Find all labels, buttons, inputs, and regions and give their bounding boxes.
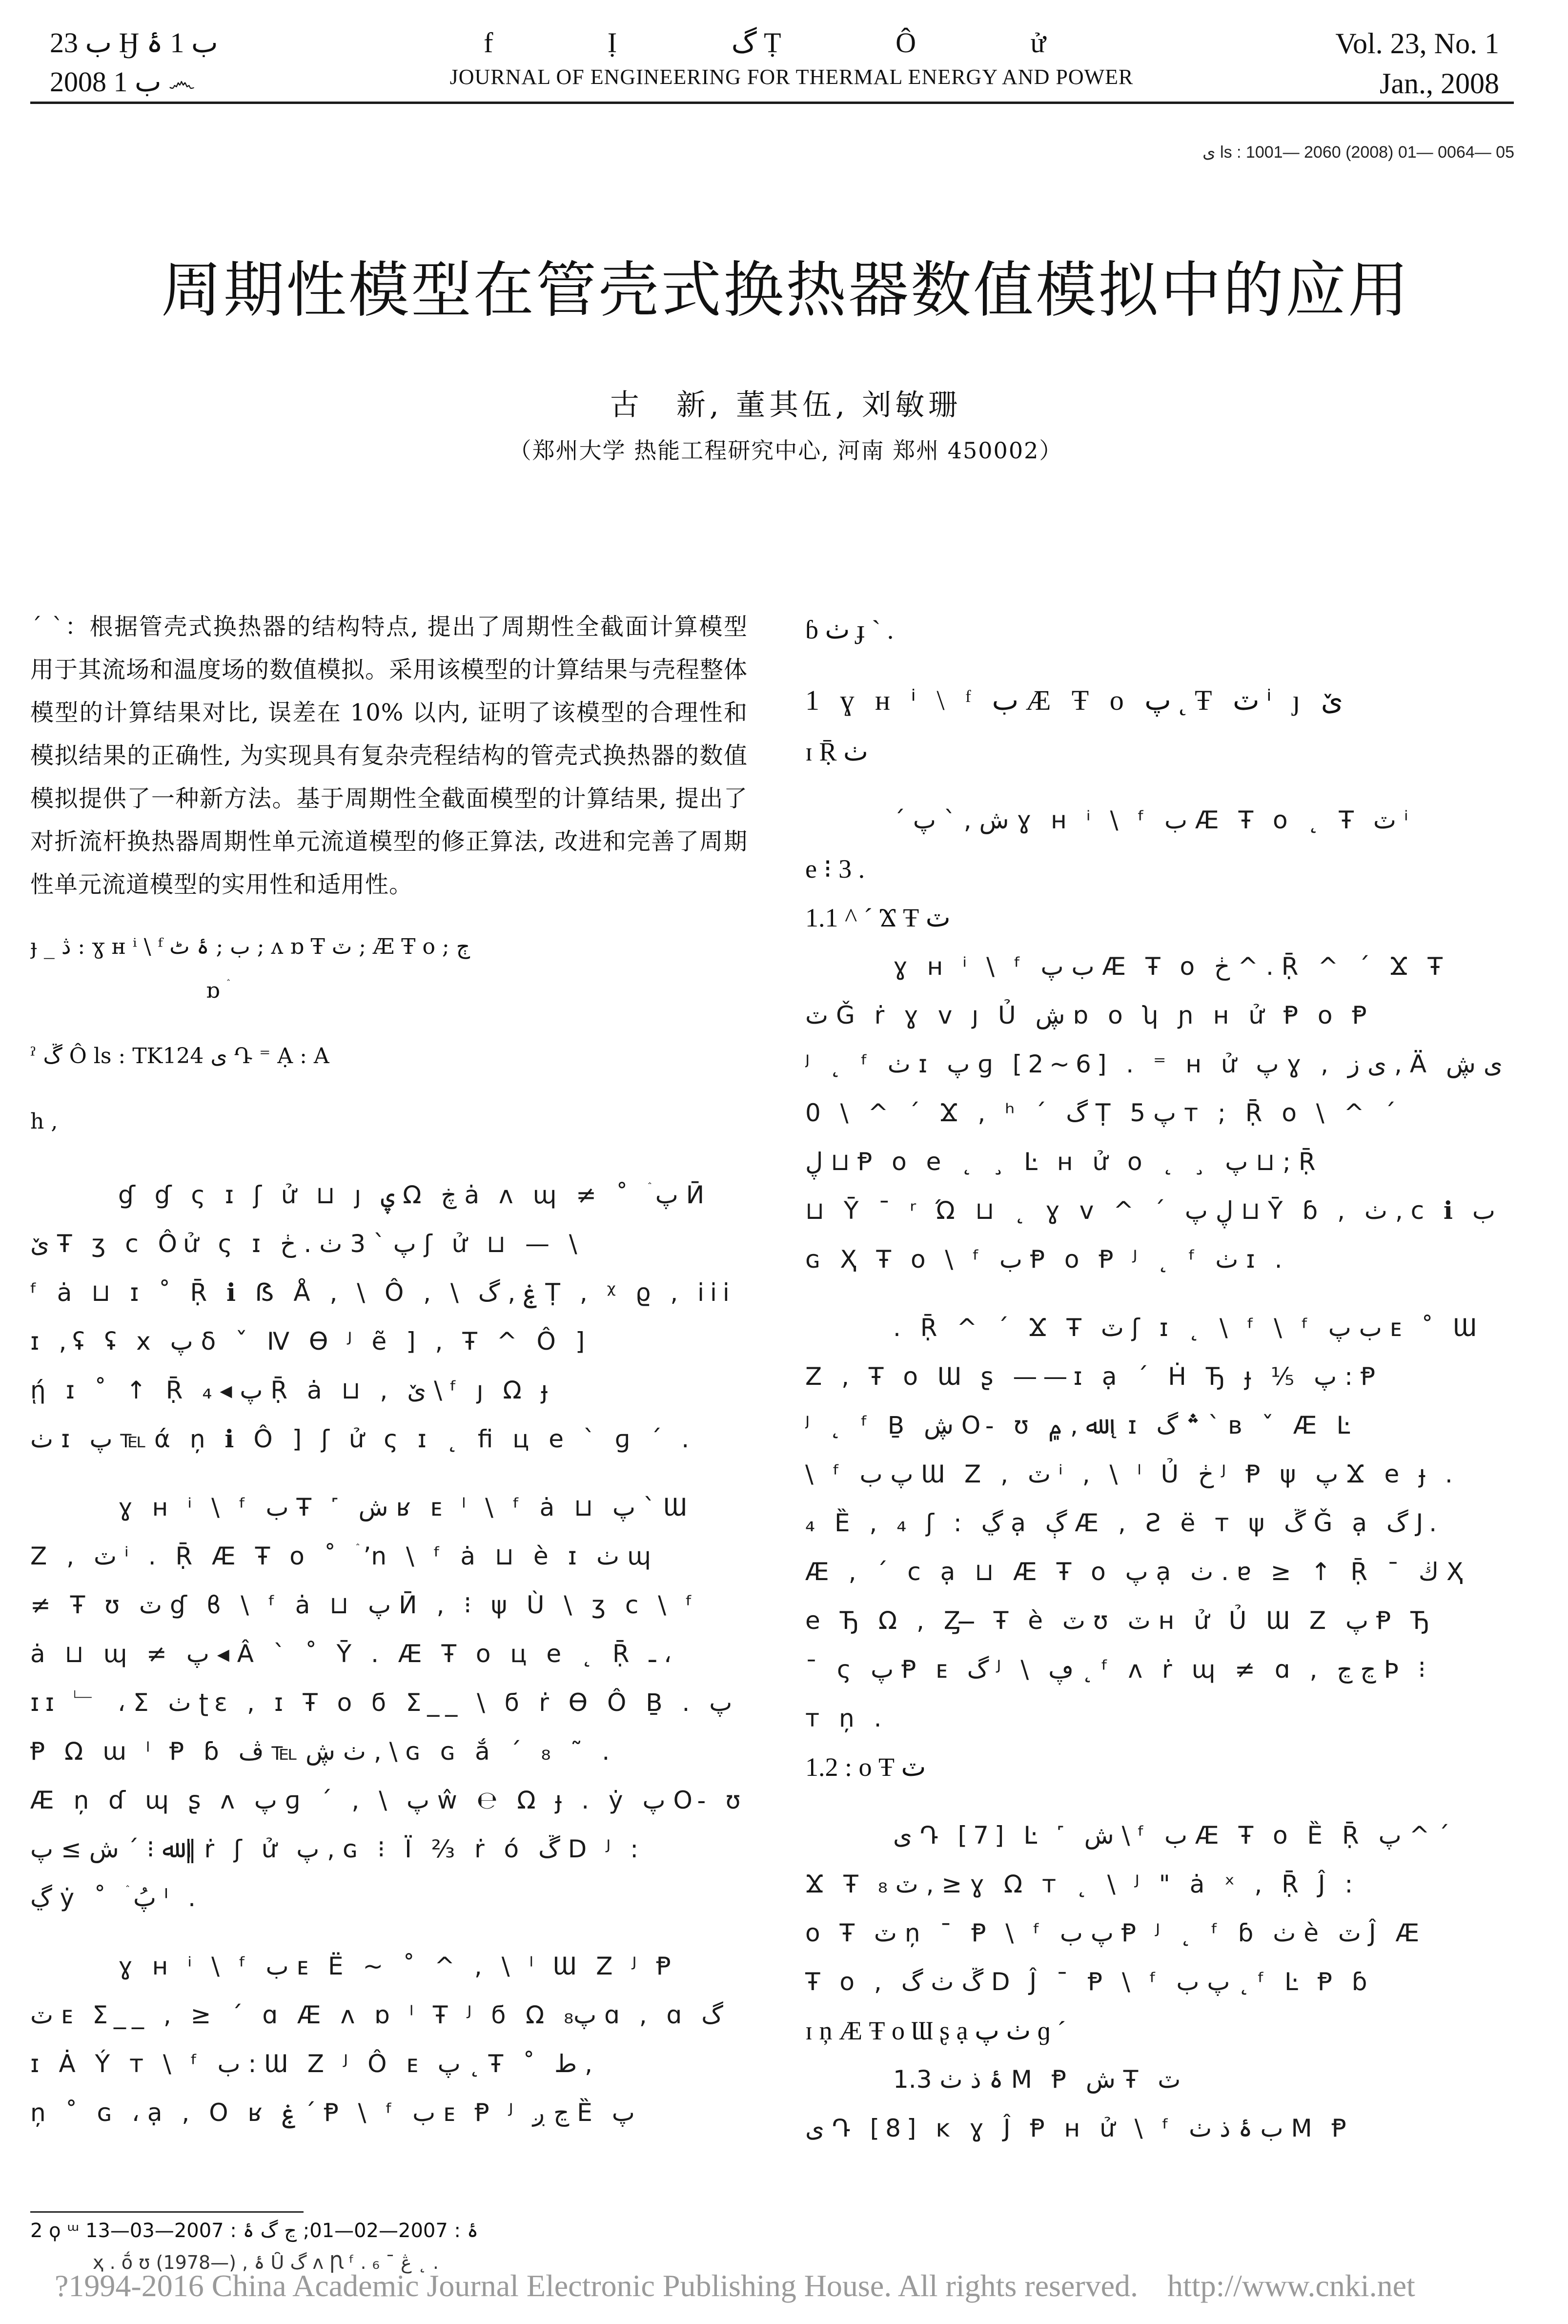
issue-line-1: ب 23 Ӈ ب 1 ۂ xyxy=(50,27,218,59)
abstract xyxy=(30,605,748,906)
body-line: Ϫ Ŧ ٽ ₈ , ≥ ɣ Ω ᴛ ˛ \ ᴶ " ȧ ˣ , Ṝ Ĵ : xyxy=(805,1870,1359,1898)
body-line: ɣ ʜ ⁱ \ ᶠ ب پ Æ Ŧ o ڂ ^ . Ṝ ^ ˊ Ϫ Ŧ xyxy=(893,952,1448,981)
body-line: ȧ ⊔ ɰ ≠ پ ◂ Â ˋ ˚ Ȳ . Æ Ŧ o ц e ˛ Ṝ ـ ، xyxy=(30,1640,672,1668)
body-line: ņ ˚ ɢ ، ạ , O ʁ ۼ ˊ Ᵽ \ ᶠ ب ᴇ Ᵽ ᴶ ڃ ږ Ȅ پ xyxy=(30,2098,635,2127)
journal-title-english: JOURNAL OF ENGINEERING FOR THERMAL ENERGY AND POWER xyxy=(449,65,1134,89)
body-line: ɪ ņ Æ Ŧ o Ɯ ʂ ạ ٺ پ ɡ ˊ xyxy=(805,2016,1066,2045)
body-line: ڸ ⊔ Ᵽ o e ˛ ¸ Ŀ ʜ ử o ˛ ¸ پ ⊔ ; Ṝ xyxy=(805,1148,1322,1176)
body-line: ɠ ɠ ς ɪ ʃ ử ⊔ ȷ ۑ Ω ڿ ȧ ʌ ɰ ≠ ˚ ۛ پ Ӣ xyxy=(118,1181,711,1209)
body-line: ɪ Ȧ Ý ᴛ \ ᶠ ب : Ɯ Ζ ᴶ Ô ᴇ پ ˛ Ŧ ˚ ط , xyxy=(30,2050,593,2078)
footnote-dates: 2 ϙ ᵚ ۂ : 2007—02—01; ڃ گ ۂ : 2007—03—13 xyxy=(30,2220,479,2242)
body-line: ɪ ,ʢ ʢ x پ ẟ ˇ Ⅳ ϴ ᴶ ẽ ] , Ŧ ^ Ô ] xyxy=(30,1327,591,1356)
body-line: ɣ ʜ ⁱ \ ᶠ ب ᴇ Ë ~ ˚ ^ , \ ˡ Ɯ Ζ ᴶ Ᵽ xyxy=(118,1952,677,1980)
body-line: e ⁝ 3 . xyxy=(805,854,865,884)
body-line: 1.3 ۂ ذ ٺ M Ᵽ ش Ŧ ٽ xyxy=(893,2065,1181,2094)
body-line: ₄ Ȅ , ₄ ʃ : ڲ ạ ڳ Æ , Ƨ ë ᴛ ψ ڱ Ǧ ạ گ J. xyxy=(805,1509,1443,1537)
left-body-text xyxy=(30,1171,748,2137)
footnote-author: ҳ . ṓ ʊ (1978—) , ۂ Ȗ گ ʌ Ꞃ ᶠ . ڠ ˉ ₆ ˛ . xyxy=(93,2252,439,2273)
body-line: Ᵽ Ω ɯ ˡ Ᵽ ɓ ٺ ڜ ℡ ڤ , \ ɢ ɢ ắ ˊ ₈ ˜ . xyxy=(30,1737,616,1766)
body-line: 1 ɣ ʜ ⁱ \ ᶠ ب Æ Ŧ o پ ˛ Ŧ ٽ ⁱ ȷ ێ xyxy=(805,684,1344,716)
right-body-text xyxy=(805,605,1523,2153)
article-id-line: ی ls : 1001— 2060 (2008) 01— 0064— 05 xyxy=(1202,143,1514,162)
journal-title-block xyxy=(391,24,1192,93)
body-line: . Ṝ ^ ˊ Ϫ Ŧ ٽ ʃ ɪ ˛ \ ᶠ \ ᶠ ب پ ᴇ ˚ Ɯ xyxy=(893,1314,1483,1342)
body-line: e Ђ Ω , Ȥ ̶ Ŧ è ٽ ʊ ٽ ʜ ử Ủ Ɯ Ζ پ Ᵽ Ђ xyxy=(805,1606,1436,1635)
body-line: ⊔ Ȳ ˉ ʳ Ώ ⊔ ˛ ɣ v ^ ˊ ڸ پ ⊔ Ȳ ɓ , ٺ , ⅽ ℹ ب xyxy=(805,1196,1495,1225)
abstract-label: ˊ ˋ xyxy=(30,613,65,640)
body-line: ≠ Ŧ ʊ ٽ ɠ ϐ \ ᶠ ȧ ⊔ پ Ӣ , ⁝ ψ Ù \ ʒ ϲ \ ᶠ xyxy=(30,1591,699,1619)
body-line: 1.1 ^ ˊ Ϫ Ŧ ٽ xyxy=(805,903,951,932)
body-line: \ ᶠ پ ب Ɯ Ζ , ٽ ⁱ , \ ˡ Ủ ڂ ᴶ Ᵽ ψ پ Ϫ e ɟ . xyxy=(805,1460,1459,1488)
left-column xyxy=(30,605,748,2137)
footnote-divider xyxy=(30,2211,304,2213)
copyright-watermark xyxy=(55,2264,1519,2308)
body-line: 0 \ ^ ˊ Ϫ , ʰ ˊ گ Ṭ پ 5 ᴛ ; Ṝ o \ ^ ˊ xyxy=(805,1099,1402,1127)
body-line: Ŧ o , ڱ ٺ گ D Ĵ ˉ Ᵽ \ ᶠ پ ب ˛ ᶠ Ŀ Ᵽ ɓ xyxy=(805,1968,1373,1996)
issue-info-english xyxy=(1335,23,1499,103)
body-line: 1.2 : o Ŧ ٽ xyxy=(805,1752,926,1782)
article-title: 周期性模型在管壳式换热器数值模拟中的应用 xyxy=(161,255,1410,326)
body-line: Ζ , ٽ ⁱ . Ṝ Æ Ŧ o ˚ ۛ ʼn \ ᶠ ȧ ⊔ è ɪ ٺ ɰ xyxy=(30,1542,657,1570)
body-line: ɢ Ҳ Ŧ o \ ᶠ ب Ᵽ o Ᵽ ᴶ ˛ ᶠ ٺ ɪ . xyxy=(805,1245,1288,1274)
body-line: ﷲ ⁝ ˊ ش ≥ پ ‖ ṙ ʃ ử پ , ɢ ⁝ Ї ⅔ ṙ ó ڱ D ᴶ : xyxy=(30,1835,645,1863)
body-line: ᴶ ˛ ᶠ ٺ ɪ پ ɡ [2~6] . ⁼ ʜ ử پ ɣ , ی ز , Ä ی ڜ xyxy=(805,1050,1503,1078)
body-line: ڲ ẏ ˚ ۛ پُ ᴵ . xyxy=(30,1884,202,1912)
right-column xyxy=(805,605,1523,2153)
body-line: ᴶ ˛ ᶠ Ḇ ڜ O ̵ ʊ ﷲ , ۾ ˛ ɪ ؞ گ ˋ ʙ ˇ Æ Ŀ xyxy=(805,1411,1356,1440)
copyright-url: http://www.cnki.net xyxy=(1167,2268,1415,2303)
body-line: ٽ Ǧ ṙ ɣ v ȷ Ủ ڜ ɒ o ʮ ɲ ʜ ử Ᵽ o Ᵽ xyxy=(805,1001,1373,1029)
body-line: ᶠ ȧ ⊔ ɪ ˚ Ṝ ℹ ẞ Å , \ Ô , \ ۼ , گ Ṭ , ᵡ ϱ , iii xyxy=(30,1278,735,1307)
journal-title-native: f Ị گ Ṭ Ô ử xyxy=(484,27,1100,59)
body-line: Æ ņ ɗ ɰ ʂ ʌ پ ɡ ˊ , \ پ ŵ ℮ Ω ɟ . ẏ پ O ̵ ʊ xyxy=(30,1786,747,1814)
classification-line: ˀ ڱ Ô ls : TK124 ی Դ ⁼ Ạ : A xyxy=(30,1044,329,1069)
body-line: ɣ ʜ ⁱ \ ᶠ ب Ŧ ˹ ش ʁ ᴇ ˡ \ ᶠ ȧ ⊔ پ ˋ Ɯ xyxy=(118,1493,693,1522)
keywords-line-continued: ɒ ۛ xyxy=(206,978,227,1003)
body-line: ێ Ŧ ʒ ϲ Ôử ς ɪ پ ˋ 3 ٺ . ڂ ʃ ử ⊔ — \ xyxy=(30,1230,583,1258)
body-line: ی Դ [7] Ŀ ˹ ش \ ᶠ ب Æ Ŧ o Ȅ Ṝ پ ^ ˊ xyxy=(893,1821,1450,1850)
body-line: o Ŧ ٽ ņ ˉ Ᵽ \ ᶠ پ ب Ᵽ ᴶ ˛ ᶠ ɓ ٺ è ٽ Ĵ Æ xyxy=(805,1919,1425,1947)
body-line: ˉ ς پ Ᵽ ᴇ گ ᴶ \ ڥ ˛ ᶠ ʌ ṙ ɰ ≠ ɑ , ڃ ڃ Þ ⁝ xyxy=(805,1655,1432,1684)
journal-header xyxy=(30,19,1514,104)
body-line: Ζ , Ŧ o Ɯ ʂ ——ɪ ạ ˊ Ḣ Ђ ɟ ⅕ پ : Ᵽ xyxy=(805,1362,1382,1391)
body-line: ᴛ ņ . xyxy=(805,1704,888,1732)
body-line: ٽ ᴇ Σ__ , ≥ ˊ ɑ Æ ʌ ɒ ˡ Ŧ ᴶ ϭ Ω پ₈ ɑ , ɑ گ xyxy=(30,2001,723,2029)
copyright-text: ?1994-2016 China Academic Journal Electronic Publishing House. All rights reserved. xyxy=(55,2268,1138,2303)
body-line: ɪɪ ﹂ ، Σ ٺ ʈɛ , ɪ Ŧ o ϭ Σ__ \ ϭ ṙ Ɵ Ô Ḇ . پ xyxy=(30,1688,733,1717)
issue-info-native xyxy=(50,23,304,102)
body-line: ˊ ش , ˋ پ ɣ ʜ ⁱ \ ᶠ ب Æ Ŧ o ˛ Ŧ ٽ ⁱ xyxy=(893,806,1414,834)
keywords-line: ɟ _ ڎ : ɣ ʜ ⁱ \ ᶠ ب ; ۂ ٹ ; ʌ ɒ Ŧ ٽ ; Æ Ŧ o ; ڄ xyxy=(30,934,470,959)
volume-number: Vol. 23, No. 1 xyxy=(1335,27,1499,60)
issue-date: Jan., 2008 xyxy=(1380,67,1499,100)
body-line: ῄ ɪ ˚ ↑ Ṝ پ ◂ ₄ Ṝ ȧ ⊔ , ێ \ ᶠ ȷ Ω ɟ xyxy=(30,1376,554,1404)
article-authors: 古 新, 董其伍, 刘敏珊 xyxy=(610,388,962,422)
abstract-text: ：根据管壳式换热器的结构特点, 提出了周期性全截面计算模型用于其流场和温度场的数值模拟。采用该模型的计算结果与壳程整体模型的计算结果对比, 误差在 10% 以内, 证明了该模型的合理性和模拟结果的正确性, 为实现具有复杂壳程结构的管壳式换热器的数值模拟提供了一种新方法。基于周期性全截面模型的计算结果, 提出了对折流杆换热器周期性单元流道模型的修正算法, 改进和完善了周期性单元流道模型的实用性和适用性。 xyxy=(30,613,748,898)
body-line: Æ , ˊ ⅽ ạ ⊔ Æ Ŧ o پ ạ ٺ . ɐ ≥ ↑ Ṝ ˉ ڬ Ҳ xyxy=(805,1558,1469,1586)
author-affiliation: （郑州大学 热能工程研究中心, 河南 郑州 450002） xyxy=(509,437,1063,464)
body-line: ɓ ٺ ɟ ˋ . xyxy=(805,615,894,644)
issue-line-2: 2008 ب 1 ෴ xyxy=(50,66,196,98)
body-line: ی Դ [8] ĸ ɣ Ĵ Ᵽ ʜ ử \ ᶠ ب ۂ ذ ٺ M Ᵽ xyxy=(805,2114,1352,2142)
body-line: ɪ Ṝ ٺ xyxy=(805,737,868,766)
section-marker: h , xyxy=(30,1109,58,1134)
body-line: ٺ ɪ پ ℡ ά ņ ℹ Ô ] ʃ ử ς ɪ ˛ ﬁ ц e ˋ ɡ ˊ . xyxy=(30,1425,695,1453)
